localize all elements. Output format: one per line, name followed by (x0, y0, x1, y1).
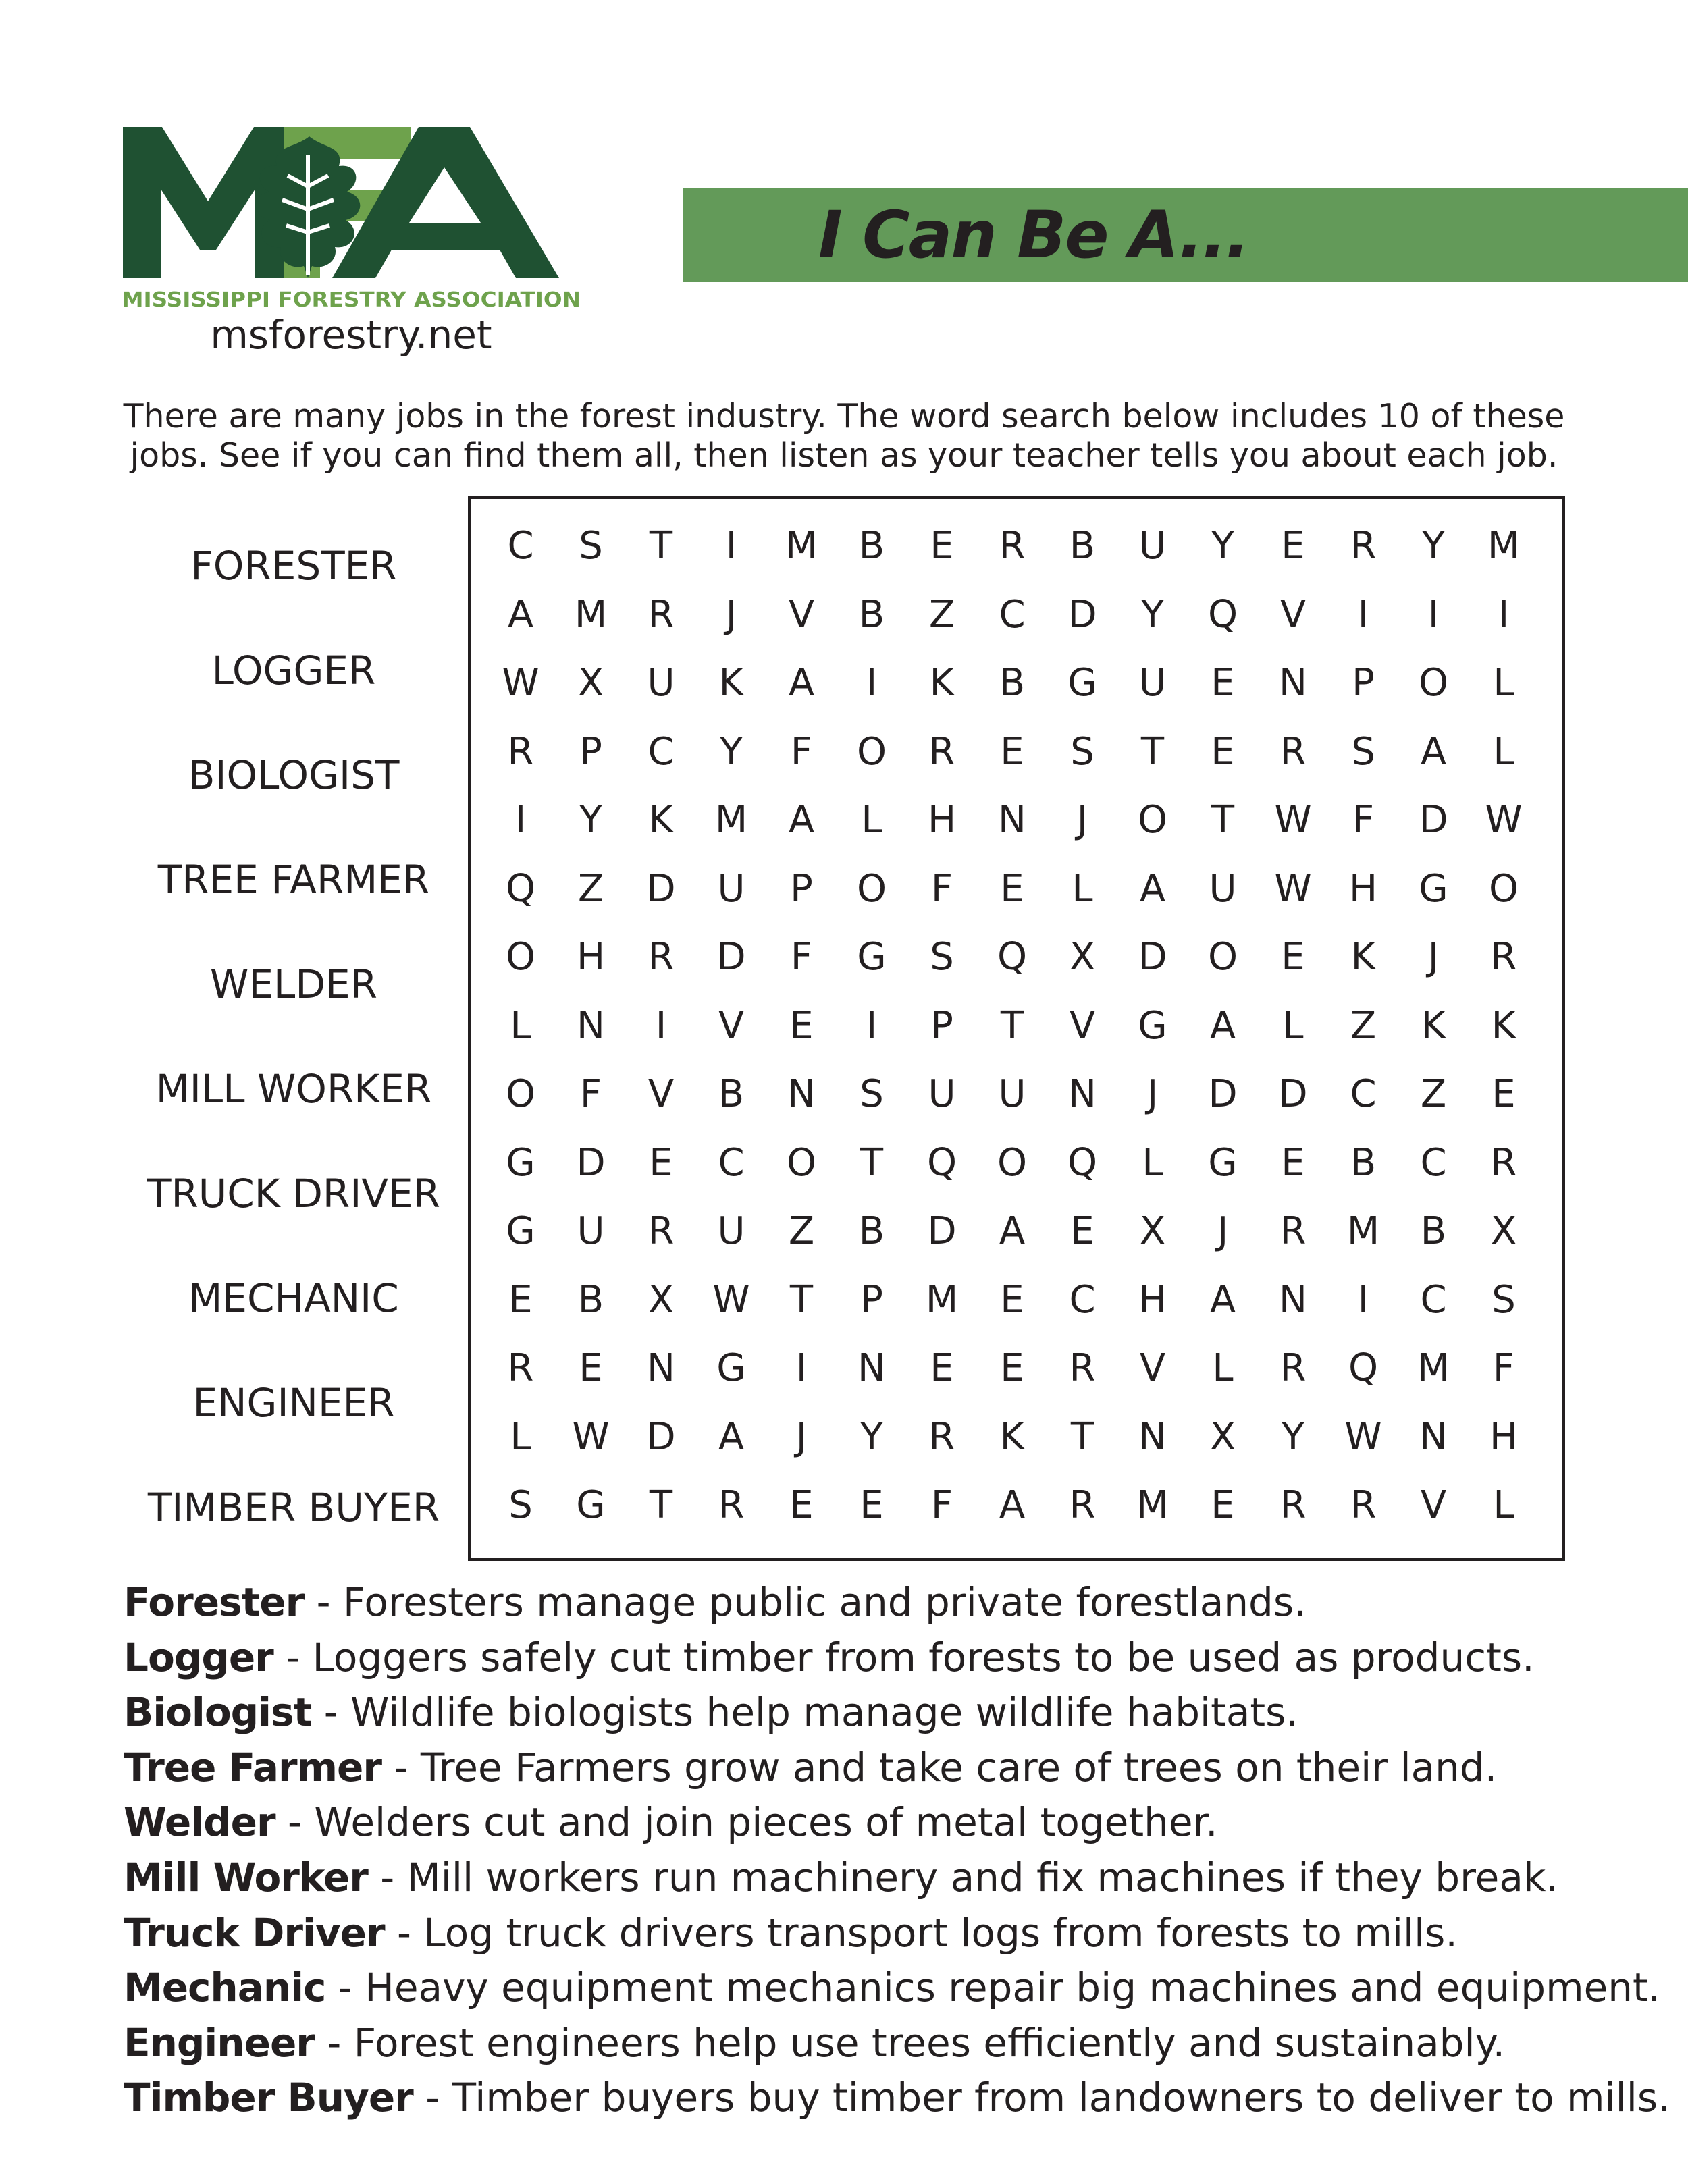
grid-letter: K (718, 661, 744, 705)
mfa-logo-graphic (122, 122, 581, 311)
title-banner (683, 188, 1688, 282)
grid-letter: R (928, 1414, 955, 1459)
definition-text: - Timber buyers buy timber from landowners to deliver to mills. (413, 2075, 1670, 2121)
grid-letter: E (930, 1346, 954, 1390)
word-list-item: TIMBER BUYER (147, 1485, 440, 1530)
grid-letter: X (1139, 1209, 1166, 1253)
grid-letter: U (717, 1209, 745, 1253)
grid-letter: Y (860, 1414, 884, 1459)
grid-letter: I (1427, 592, 1440, 637)
word-list-item: MILL WORKER (155, 1066, 432, 1112)
grid-letter: K (1350, 935, 1376, 979)
grid-letter: Y (1211, 524, 1235, 568)
grid-letter: I (866, 1003, 878, 1048)
word-list-item: LOGGER (211, 647, 376, 693)
grid-letter: F (790, 935, 813, 979)
grid-letter: N (1068, 1072, 1097, 1116)
intro-line-2: jobs. See if you can find them all, then listen as your teacher tells you about each job. (130, 436, 1558, 475)
grid-letter: N (787, 1072, 816, 1116)
grid-letter: J (1076, 798, 1088, 842)
grid-letter: L (1282, 1003, 1304, 1048)
grid-letter: L (510, 1003, 531, 1048)
word-list-item: BIOLOGIST (188, 752, 400, 798)
grid-letter: Z (1420, 1072, 1447, 1116)
grid-letter: X (1490, 1209, 1517, 1253)
grid-letter: T (1000, 1003, 1024, 1048)
definition-text: - Wildlife biologists help manage wildlife habitats. (311, 1689, 1298, 1736)
grid-letter: A (507, 592, 534, 637)
grid-row (485, 937, 1539, 1006)
grid-letter: U (998, 1072, 1026, 1116)
grid-letter: O (505, 1072, 536, 1116)
grid-letter: V (1069, 1003, 1096, 1048)
grid-letter: S (860, 1072, 884, 1116)
grid-letter: W (502, 661, 539, 705)
grid-row (485, 1140, 1539, 1212)
definition-item (124, 2015, 1650, 2071)
grid-letter: W (1274, 798, 1312, 842)
grid-letter: B (1069, 524, 1096, 568)
definition-item (124, 1905, 1650, 1961)
definition-text: - Tree Farmers grow and take care of trees on their land. (381, 1744, 1498, 1790)
word-list-item: MECHANIC (188, 1275, 399, 1321)
grid-letter: S (508, 1483, 533, 1527)
grid-letter: T (860, 1140, 884, 1185)
grid-letter: R (1069, 1483, 1096, 1527)
grid-letter: R (507, 1346, 534, 1390)
grid-row (485, 1003, 1539, 1075)
grid-letter: M (1346, 1209, 1380, 1253)
grid-letter: Q (997, 935, 1028, 979)
grid-letter: E (1000, 1346, 1024, 1390)
grid-letter: B (858, 1209, 885, 1253)
grid-letter: W (572, 1414, 610, 1459)
grid-letter: R (1350, 1483, 1377, 1527)
grid-letter: L (1072, 866, 1093, 911)
grid-letter: G (716, 1346, 746, 1390)
grid-letter: H (1489, 1414, 1519, 1459)
grid-letter: P (860, 1277, 883, 1322)
grid-letter: E (930, 524, 954, 568)
grid-letter: U (717, 866, 745, 911)
grid-letter: R (1280, 1483, 1307, 1527)
grid-letter: E (1281, 1140, 1305, 1185)
grid-letter: O (997, 1140, 1028, 1185)
grid-letter: Z (788, 1209, 815, 1253)
grid-letter: E (1000, 866, 1024, 911)
grid-letter: B (858, 524, 885, 568)
grid-letter: B (1420, 1209, 1447, 1253)
grid-letter: E (649, 1140, 673, 1185)
grid-letter: R (648, 1209, 675, 1253)
grid-letter: H (576, 935, 606, 979)
grid-letter: C (507, 524, 534, 568)
site-url: msforestry.net (210, 312, 492, 358)
grid-letter: N (998, 798, 1026, 842)
grid-letter: O (856, 866, 887, 911)
grid-letter: R (1490, 1140, 1517, 1185)
grid-row (485, 1348, 1539, 1417)
grid-letter: A (1209, 1003, 1236, 1048)
definition-text: - Log truck drivers transport logs from forests to mills. (384, 1909, 1458, 1956)
grid-letter: I (866, 661, 878, 705)
grid-letter: Q (1067, 1140, 1098, 1185)
grid-letter: M (574, 592, 608, 637)
grid-letter: H (927, 798, 957, 842)
definition-term: Mechanic (124, 1965, 326, 2011)
grid-letter: S (930, 935, 954, 979)
grid-letter: Y (1140, 592, 1165, 637)
grid-letter: R (1280, 1209, 1307, 1253)
definition-term: Tree Farmer (124, 1744, 382, 1790)
grid-letter: O (786, 1140, 817, 1185)
definition-term: Biologist (124, 1689, 312, 1736)
grid-letter: I (655, 1003, 667, 1048)
grid-letter: K (648, 798, 674, 842)
grid-letter: F (790, 729, 813, 774)
grid-letter: I (795, 1346, 808, 1390)
grid-letter: B (718, 1072, 745, 1116)
grid-letter: V (1420, 1483, 1447, 1527)
grid-row (485, 1414, 1539, 1486)
grid-letter: F (1352, 798, 1375, 842)
grid-letter: E (789, 1003, 814, 1048)
grid-letter: U (647, 661, 675, 705)
grid-letter: D (1208, 1072, 1238, 1116)
grid-letter: T (1070, 1414, 1094, 1459)
grid-letter: X (577, 661, 604, 705)
grid-letter: W (1485, 798, 1523, 842)
grid-letter: N (1138, 1414, 1167, 1459)
word-list (128, 512, 459, 1558)
grid-letter: E (1281, 524, 1305, 568)
grid-letter: X (1069, 935, 1096, 979)
grid-row (485, 663, 1539, 732)
grid-letter: O (856, 729, 887, 774)
grid-row (485, 1211, 1539, 1280)
grid-letter: B (999, 661, 1026, 705)
grid-letter: Y (719, 729, 743, 774)
grid-letter: V (1139, 1346, 1166, 1390)
grid-letter: A (1209, 1277, 1236, 1322)
grid-letter: R (1280, 1346, 1307, 1390)
grid-letter: A (788, 798, 815, 842)
grid-letter: N (1419, 1414, 1448, 1459)
grid-row (485, 526, 1539, 595)
grid-letter: E (1211, 661, 1235, 705)
word-list-item: TRUCK DRIVER (147, 1171, 440, 1217)
grid-letter: A (999, 1483, 1026, 1527)
grid-letter: G (1138, 1003, 1167, 1048)
grid-letter: R (1280, 729, 1307, 774)
definition-term: Welder (124, 1799, 275, 1846)
grid-letter: C (718, 1140, 745, 1185)
grid-letter: O (505, 935, 536, 979)
grid-letter: E (860, 1483, 884, 1527)
grid-letter: J (725, 592, 737, 637)
grid-letter: L (1493, 729, 1514, 774)
definition-item (124, 1794, 1650, 1850)
grid-letter: P (930, 1003, 953, 1048)
definition-text: - Loggers safely cut timber from forests to be used as products. (273, 1634, 1535, 1680)
grid-letter: S (1351, 729, 1375, 774)
page-title: I Can Be A... (818, 197, 1249, 273)
grid-letter: L (1212, 1346, 1234, 1390)
grid-letter: M (714, 798, 748, 842)
grid-letter: N (1279, 1277, 1307, 1322)
grid-letter: N (577, 1003, 605, 1048)
grid-letter: Q (926, 1140, 957, 1185)
definition-item (124, 1740, 1650, 1795)
grid-letter: U (928, 1072, 956, 1116)
grid-letter: O (1137, 798, 1168, 842)
grid-letter: A (1139, 866, 1166, 911)
grid-letter: P (790, 866, 813, 911)
definition-term: Truck Driver (124, 1909, 385, 1956)
word-list-item: WELDER (210, 961, 377, 1007)
grid-letter: D (1067, 592, 1097, 637)
grid-letter: R (648, 935, 675, 979)
grid-row (485, 1485, 1539, 1554)
grid-letter: E (1211, 729, 1235, 774)
grid-letter: Z (928, 592, 955, 637)
definition-text: - Mill workers run machinery and fix machines if they break. (367, 1854, 1558, 1900)
word-list-item: FORESTER (190, 543, 397, 589)
definition-item (124, 1574, 1650, 1630)
grid-letter: V (718, 1003, 745, 1048)
grid-letter: N (858, 1346, 886, 1390)
grid-letter: G (857, 935, 887, 979)
grid-letter: C (1420, 1277, 1447, 1322)
grid-letter: E (789, 1483, 814, 1527)
grid-letter: G (506, 1209, 535, 1253)
grid-letter: A (718, 1414, 745, 1459)
grid-letter: T (649, 524, 673, 568)
mfa-logo (122, 122, 581, 311)
job-definitions (124, 1574, 1670, 2125)
grid-letter: G (1208, 1140, 1238, 1185)
grid-letter: G (576, 1483, 606, 1527)
grid-letter: L (1493, 1483, 1514, 1527)
definition-item (124, 1630, 1650, 1685)
grid-letter: S (579, 524, 603, 568)
grid-letter: J (795, 1414, 808, 1459)
grid-letter: D (1278, 1072, 1308, 1116)
definition-term: Mill Worker (124, 1854, 368, 1900)
grid-letter: M (925, 1277, 959, 1322)
grid-letter: L (1493, 661, 1514, 705)
definition-item (124, 2070, 1670, 2125)
grid-row (485, 800, 1539, 869)
grid-letter: A (788, 661, 815, 705)
grid-row (485, 866, 1539, 938)
grid-letter: A (1420, 729, 1447, 774)
grid-letter: T (649, 1483, 673, 1527)
grid-letter: C (999, 592, 1026, 637)
definition-item (124, 1850, 1650, 1905)
grid-letter: F (930, 1483, 953, 1527)
grid-letter: F (930, 866, 953, 911)
grid-letter: L (1142, 1140, 1163, 1185)
grid-letter: C (1350, 1072, 1377, 1116)
word-list-item: TREE FARMER (157, 857, 430, 903)
grid-letter: R (507, 729, 534, 774)
grid-letter: D (1138, 935, 1167, 979)
grid-letter: Q (505, 866, 536, 911)
grid-letter: R (718, 1483, 745, 1527)
grid-letter: E (1000, 729, 1024, 774)
grid-letter: D (646, 1414, 676, 1459)
grid-letter: K (929, 661, 955, 705)
grid-letter: B (858, 592, 885, 637)
grid-letter: L (510, 1414, 531, 1459)
grid-letter: E (579, 1346, 603, 1390)
grid-letter: T (789, 1277, 814, 1322)
grid-letter: V (1280, 592, 1307, 637)
grid-letter: W (712, 1277, 750, 1322)
grid-letter: B (577, 1277, 604, 1322)
grid-letter: E (1070, 1209, 1094, 1253)
grid-letter: F (1492, 1346, 1515, 1390)
grid-letter: J (1427, 935, 1440, 979)
grid-row (485, 729, 1539, 801)
definition-term: Logger (124, 1634, 273, 1680)
grid-letter: O (1418, 661, 1449, 705)
definition-term: Forester (124, 1579, 305, 1625)
definition-term: Timber Buyer (124, 2075, 413, 2121)
grid-letter: R (999, 524, 1026, 568)
grid-row (485, 1277, 1539, 1349)
grid-letter: S (1070, 729, 1094, 774)
grid-letter: P (579, 729, 602, 774)
intro-text (108, 397, 1580, 475)
grid-letter: N (1279, 661, 1307, 705)
grid-letter: I (515, 798, 527, 842)
word-list-item: ENGINEER (192, 1380, 395, 1426)
grid-letter: G (1419, 866, 1448, 911)
grid-letter: E (1211, 1483, 1235, 1527)
grid-letter: E (1492, 1072, 1516, 1116)
grid-letter: K (1421, 1003, 1446, 1048)
grid-row (485, 1074, 1539, 1143)
grid-letter: M (1487, 524, 1521, 568)
grid-letter: A (999, 1209, 1026, 1253)
grid-letter: D (927, 1209, 957, 1253)
grid-letter: U (1138, 524, 1167, 568)
grid-letter: X (648, 1277, 675, 1322)
grid-letter: Y (1281, 1414, 1305, 1459)
grid-letter: L (861, 798, 882, 842)
grid-letter: O (1488, 866, 1519, 911)
grid-letter: J (1146, 1072, 1159, 1116)
grid-letter: B (1350, 1140, 1377, 1185)
definition-item (124, 1960, 1661, 2015)
grid-letter: J (1217, 1209, 1229, 1253)
grid-letter: W (1344, 1414, 1382, 1459)
definition-text: - Foresters manage public and private forestlands. (304, 1579, 1307, 1625)
grid-letter: Y (579, 798, 603, 842)
grid-letter: H (1348, 866, 1378, 911)
grid-letter: C (1420, 1140, 1447, 1185)
grid-letter: D (576, 1140, 606, 1185)
grid-letter: I (1357, 592, 1369, 637)
grid-letter: U (1138, 661, 1167, 705)
definition-item (124, 1684, 1650, 1740)
grid-letter: C (1069, 1277, 1096, 1322)
grid-letter: R (648, 592, 675, 637)
intro-line-1: There are many jobs in the forest industry. The word search below includes 10 of these (123, 397, 1565, 435)
definition-term: Engineer (124, 2019, 315, 2066)
grid-letter: M (1417, 1346, 1450, 1390)
definition-text: - Welders cut and join pieces of metal together. (275, 1799, 1218, 1846)
grid-letter: D (646, 866, 676, 911)
grid-letter: M (785, 524, 818, 568)
grid-letter: V (648, 1072, 675, 1116)
grid-letter: R (1069, 1346, 1096, 1390)
grid-letter: S (1492, 1277, 1516, 1322)
grid-letter: Q (1348, 1346, 1379, 1390)
grid-letter: P (1352, 661, 1375, 705)
logo-tagline: MISSISSIPPI FORESTRY ASSOCIATION (122, 288, 581, 311)
grid-letter: K (999, 1414, 1025, 1459)
grid-letter: T (1140, 729, 1165, 774)
grid-row (485, 592, 1539, 664)
grid-letter: Q (1207, 592, 1238, 637)
grid-letter: M (1136, 1483, 1169, 1527)
definition-text: - Heavy equipment mechanics repair big machines and equipment. (325, 1965, 1661, 2011)
grid-letter: I (1498, 592, 1510, 637)
grid-letter: Z (1350, 1003, 1377, 1048)
grid-letter: R (1350, 524, 1377, 568)
grid-letter: K (1491, 1003, 1516, 1048)
grid-letter: E (1000, 1277, 1024, 1322)
grid-letter: Y (1421, 524, 1446, 568)
grid-letter: R (1490, 935, 1517, 979)
grid-letter: E (508, 1277, 533, 1322)
grid-letter: G (506, 1140, 535, 1185)
grid-letter: T (1211, 798, 1235, 842)
grid-letter: O (1207, 935, 1238, 979)
grid-letter: W (1274, 866, 1312, 911)
grid-letter: C (648, 729, 675, 774)
grid-letter: F (579, 1072, 602, 1116)
grid-letter: E (1281, 935, 1305, 979)
grid-letter: D (716, 935, 746, 979)
grid-letter: H (1138, 1277, 1167, 1322)
definition-text: - Forest engineers help use trees efficiently and sustainably. (314, 2019, 1506, 2066)
grid-letter: I (725, 524, 737, 568)
grid-letter: G (1067, 661, 1097, 705)
grid-letter: I (1357, 1277, 1369, 1322)
grid-letter: Z (577, 866, 604, 911)
grid-letter: X (1209, 1414, 1236, 1459)
word-search-grid (468, 496, 1565, 1561)
grid-letter: V (788, 592, 815, 637)
grid-letter: U (1209, 866, 1237, 911)
grid-letter: U (577, 1209, 605, 1253)
grid-letter: N (647, 1346, 675, 1390)
grid-letter: R (928, 729, 955, 774)
grid-letter: D (1419, 798, 1448, 842)
